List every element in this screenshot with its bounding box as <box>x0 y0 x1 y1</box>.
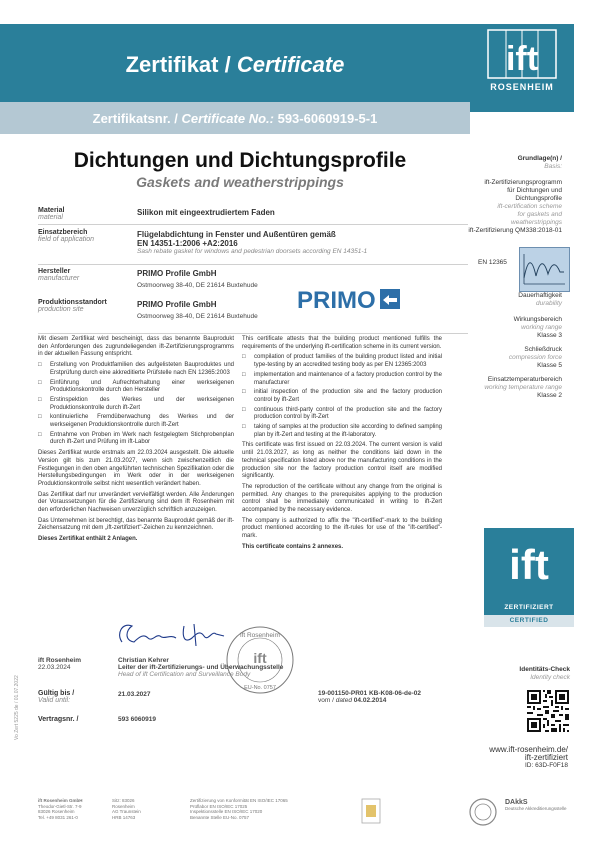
right-intro: This certificate attests that the building product mentioned fulfills the requirements of the underlying ift-certification scheme in its current version. <box>242 336 442 350</box>
field-site-label <box>38 299 133 313</box>
footer-line: Rosenheim <box>112 803 135 809</box>
basis-line-en: for gaskets and <box>517 211 562 218</box>
field-label-de: Einsatzbereich <box>38 229 88 236</box>
certificate-title <box>0 52 470 78</box>
list-item: □ Erstellung von Produktfamilien des aufgelisteten Bauproduktes und Erstprüfung durch eine akkreditierte Prüfstelle nach EN 12365:2003 <box>38 362 234 377</box>
footer-line: 83026 Rosenheim <box>38 809 75 814</box>
right-text-column <box>242 336 442 555</box>
right-annex-text: This certificate contains 2 annexes. <box>242 543 344 550</box>
prop-value: Klasse 5 <box>537 362 562 369</box>
right-list <box>242 354 442 439</box>
signer-role-en: Head of ift Certification and Surveillance Body <box>118 671 251 678</box>
field-label-en: manufacturer <box>38 275 80 282</box>
left-annex-text: Dieses Zertifikat enthält 2 Anlagen. <box>38 536 138 543</box>
footer-register <box>112 798 172 820</box>
list-item: □ compilation of product families of the building product listed and initial type-testing by an accredited testing body as per EN 12365:2003 <box>242 354 442 369</box>
footer-line: ift Rosenheim GmbH <box>38 798 83 803</box>
left-reproduction-text: Das Zertifikat darf nur unverändert vervielfältigt werden. Alle Änderungen der Voraussetzungen für die Zertifizierung sind dem ift Rosenheim mit den erforderlichen Nachweisen unverzüglich schriftlich anzuzeigen. <box>38 491 234 514</box>
field-label-de: Produktionsstandort <box>38 299 107 306</box>
certno-value: 593-6060919-5-1 <box>273 111 378 126</box>
product-title: Dichtungen und Dichtungsprofile <box>73 149 407 172</box>
field-application-label <box>38 229 133 243</box>
valid-label-en: Valid until: <box>38 697 71 704</box>
dakks-logo-icon <box>466 797 500 827</box>
prop-value: Klasse 2 <box>537 392 562 399</box>
ift-logo-icon <box>476 28 568 80</box>
prop-value: Klasse 3 <box>537 332 562 339</box>
basis-line-en: ift-certification scheme <box>497 203 562 210</box>
identity-check <box>460 666 570 682</box>
report-dated-label-en: dated <box>335 697 352 704</box>
id-value: 63D-F0F18 <box>535 762 568 769</box>
report-dated-label-de: vom / <box>318 697 336 704</box>
left-intro: Mit diesem Zertifikat wird bescheinigt, dass das benannte Bauprodukt den Anforderungen des zugrundeliegenden ift-Zertifizierungsprogramms in der aktuellen Fassung entspricht. <box>38 336 234 358</box>
field-label-en: field of application <box>38 236 95 243</box>
sign-date: 22.03.2024 <box>38 664 71 671</box>
field-value-line-en: Sash rebate gasket for windows and pedestrian doorsets according EN 14351-1 <box>137 248 368 255</box>
certno-label-de: Zertifikatsnr. / <box>92 111 182 126</box>
basis-label-en: Basis: <box>544 163 562 170</box>
basis-label: Grundlage(n) / <box>517 155 562 162</box>
primo-logo <box>297 286 401 312</box>
footer-line: AG Traunstein <box>112 809 141 814</box>
ift-zertifiziert-label: ZERTIFIZIERT <box>504 604 554 611</box>
id-label: ID: <box>525 762 534 769</box>
prop-label-en: working temperature range <box>484 384 562 391</box>
right-validity-text: This certificate was first issued on 22.03.2024. The current version is valid until 21.03.2027, as long as neither the conditions laid down in the technical specification listed above nor the manufacturing conditions in the production site nor the factory production control itself are modified significantly. <box>242 442 442 480</box>
test-report-date: 04.02.2014 <box>353 697 387 704</box>
list-item: □ implementation and maintenance of a factory production control by the manufacturer <box>242 372 442 387</box>
identity-label-en: Identity check <box>530 674 570 681</box>
certno-label-en: Certificate No.: <box>181 111 274 126</box>
website-link[interactable]: www.ift-rosenheim.de/ <box>489 745 568 754</box>
footer-address <box>38 798 108 820</box>
prop-label: Dauerhaftigkeit <box>518 292 562 299</box>
field-label-de: Hersteller <box>38 268 71 275</box>
prop-label-en: working range <box>521 324 562 331</box>
field-manufacturer-label <box>38 268 133 282</box>
prop-label: Wirkungsbereich <box>513 316 562 323</box>
identity-label: Identitäts-Check <box>519 666 570 673</box>
field-material-label <box>38 207 133 221</box>
signer-name: Christian Kehrer <box>118 657 169 664</box>
list-item: □ continuous third-party control of the production site and the factory production control by ift-Zert <box>242 407 442 422</box>
test-report-block <box>318 690 438 704</box>
basis-line: für Dichtungen und <box>507 187 562 194</box>
left-list <box>38 362 234 447</box>
divider <box>38 333 468 334</box>
field-value-line: EN 14351-1:2006 +A2:2016 <box>137 239 238 248</box>
left-mark-text: Das Unternehmen ist berechtigt, das benannte Bauprodukt gemäß der ift-Zeichensatzung mit dem „ift-zertifiziert"-Zeichen zu kennzeichnen. <box>38 517 234 532</box>
right-reproduction-text: The reproduction of the certificate without any change from the original is permitted. Any changes to the prerequisites applying to the production control shall be immediately communicated in writing to ift-Zert accompanied by the necessary evidence. <box>242 483 442 514</box>
left-text-column <box>38 336 234 547</box>
dakks-title: DAkkS <box>505 799 528 806</box>
list-item: □ Erstinspektion des Werkes und der werkseigenen Produktionskontrolle durch ift-Zert <box>38 397 234 412</box>
logo-city: ROSENHEIM <box>490 82 554 92</box>
field-label-en: material <box>38 214 63 221</box>
norm-label: EN 12365 <box>478 259 507 266</box>
sign-org: ift Rosenheim <box>38 657 81 664</box>
stamp-bottom-text: EU-No. 0757 <box>244 685 276 691</box>
field-label-en: production site <box>38 306 84 313</box>
field-value-line: Ostmoorweg 38-40, DE 21614 Buxtehude <box>137 282 258 289</box>
signature-icon <box>112 616 242 656</box>
prop-label: Einsatztemperaturbereich <box>487 376 562 383</box>
footer-line: HRB 14763 <box>112 814 136 820</box>
footer-line: Theodor-Gietl-Str. 7-9 <box>38 803 82 809</box>
valid-until-value: 21.03.2027 <box>118 691 151 698</box>
basis-line-en: weatherstrippings <box>511 219 562 226</box>
list-item: □ initial inspection of the production site and the factory production control by ift-Zert <box>242 389 442 404</box>
footer-line: Benannte Stelle EU-No. 0757 <box>190 814 250 820</box>
footer-line: Zertifizierung von Konformität EN ISO/IEC 17065 <box>190 798 288 803</box>
certificate-number <box>0 111 470 126</box>
prop-label-en: compression force <box>508 354 562 361</box>
list-item: □ taking of samples at the production site according to defined sampling plan by ift-Zert and testing at the ift-laboratory. <box>242 424 442 439</box>
contract-value: 593 6060919 <box>118 716 156 723</box>
right-mark-text: The company is authorized to affix the "ift-certified"-mark to the building product mentioned according to the ift-rules for use of the "ift-certified"-mark. <box>242 517 442 540</box>
sidebar-basis <box>440 155 562 235</box>
basis-line: Dichtungsprofile <box>515 195 562 202</box>
ift-certified-logo-text: ift <box>509 541 549 588</box>
footer-line: Prüflabor EN ISO/IEC 17025 <box>190 803 248 809</box>
field-label-de: Material <box>38 207 65 214</box>
basis-line: ift-Zertifizierungsprogramm <box>484 179 562 186</box>
footer-line: Inspektionsstelle EN ISO/IEC 17020 <box>190 809 263 814</box>
title-en: Certificate <box>236 52 345 77</box>
field-value: PRIMO Profile GmbH <box>137 300 217 309</box>
field-application-value <box>137 230 477 255</box>
durability-graph-icon <box>519 247 570 292</box>
signer-block <box>118 657 358 678</box>
list-item: □ Entnahme von Proben im Werk nach festgelegtem Stichprobenplan durch ift-Zert und Prüfung im ift-Labor <box>38 432 234 447</box>
svg-text:ift: ift <box>253 650 267 666</box>
qr-code-icon[interactable] <box>527 690 569 732</box>
sign-org-block <box>38 657 118 671</box>
stamp-top-text: ift Rosenheim <box>240 632 280 639</box>
sidebar-properties <box>440 292 562 400</box>
left-validity-text: Dieses Zertifikat wurde erstmals am 22.03.2024 ausgestellt. Die aktuelle Version gilt bis zum 21.03.2027, wenn sich zwischenzeitlich die Festlegungen in den oben angeführten technischen Spezifikation oder die Herstellungsbedingungen im Werk oder in der werkseigenen Produktionskontrolle selbst nicht wesentlich verändert haben. <box>38 450 234 487</box>
field-value: PRIMO Profile GmbH <box>137 269 217 278</box>
field-material-value: Silikon mit eingeextrudiertem Faden <box>137 208 275 217</box>
test-report-number: 19-001150-PR01 KB-K08-06-de-02 <box>318 690 421 697</box>
footer-line: Sitz: 83026 <box>112 798 135 803</box>
ift-certified-label: CERTIFIED <box>484 615 574 627</box>
header-top-strip <box>0 0 595 24</box>
website-block <box>440 746 568 770</box>
dakks-subtitle: Deutsche Akkreditierungsstelle <box>505 805 567 811</box>
footer-line: Tel. +49 8031 261-0 <box>38 814 78 820</box>
prop-label: Schließdruck <box>524 346 562 353</box>
dakks-text <box>505 800 575 811</box>
footer-accreditation <box>190 798 350 820</box>
field-value: Flügelabdichtung in Fenster und Außentüren gemäß <box>137 230 336 239</box>
product-subtitle: Gaskets and weatherstrippings <box>136 174 344 190</box>
list-item: □ Einführung und Aufrechterhaltung einer werkseigenen Produktionskontrolle durch den Hersteller <box>38 380 234 395</box>
valid-until-label <box>38 690 118 704</box>
contract-label: Vertragsnr. / <box>38 716 79 723</box>
accreditation-mark-icon <box>360 797 382 825</box>
basis-code: ift-Zertifizierung QM338:2018-01 <box>468 227 562 234</box>
divider <box>38 224 468 225</box>
title-de: Zertifikat / <box>125 52 237 77</box>
divider <box>38 264 468 265</box>
field-value-line: Ostmoorweg 38-40, DE 21614 Buxtehude <box>137 313 258 320</box>
signer-role-de: Leiter der ift-Zertifizierungs- und Überwachungsstelle <box>118 664 284 671</box>
website-link-path[interactable]: ift-zertifiziert <box>524 753 568 762</box>
logo-ift-text: ift <box>505 40 539 78</box>
list-item: □ kontinuierliche Fremdüberwachung des Werkes und der werkseigenen Produktionskontrolle durch ift-Zert <box>38 414 234 429</box>
primo-logo-text: PRIMO <box>297 287 376 312</box>
prop-label-en: durability <box>535 300 562 307</box>
document-version-vertical: Vo Zert 5225 de / 01.07.2022 <box>14 675 20 740</box>
valid-label-de: Gültig bis / <box>38 690 75 697</box>
